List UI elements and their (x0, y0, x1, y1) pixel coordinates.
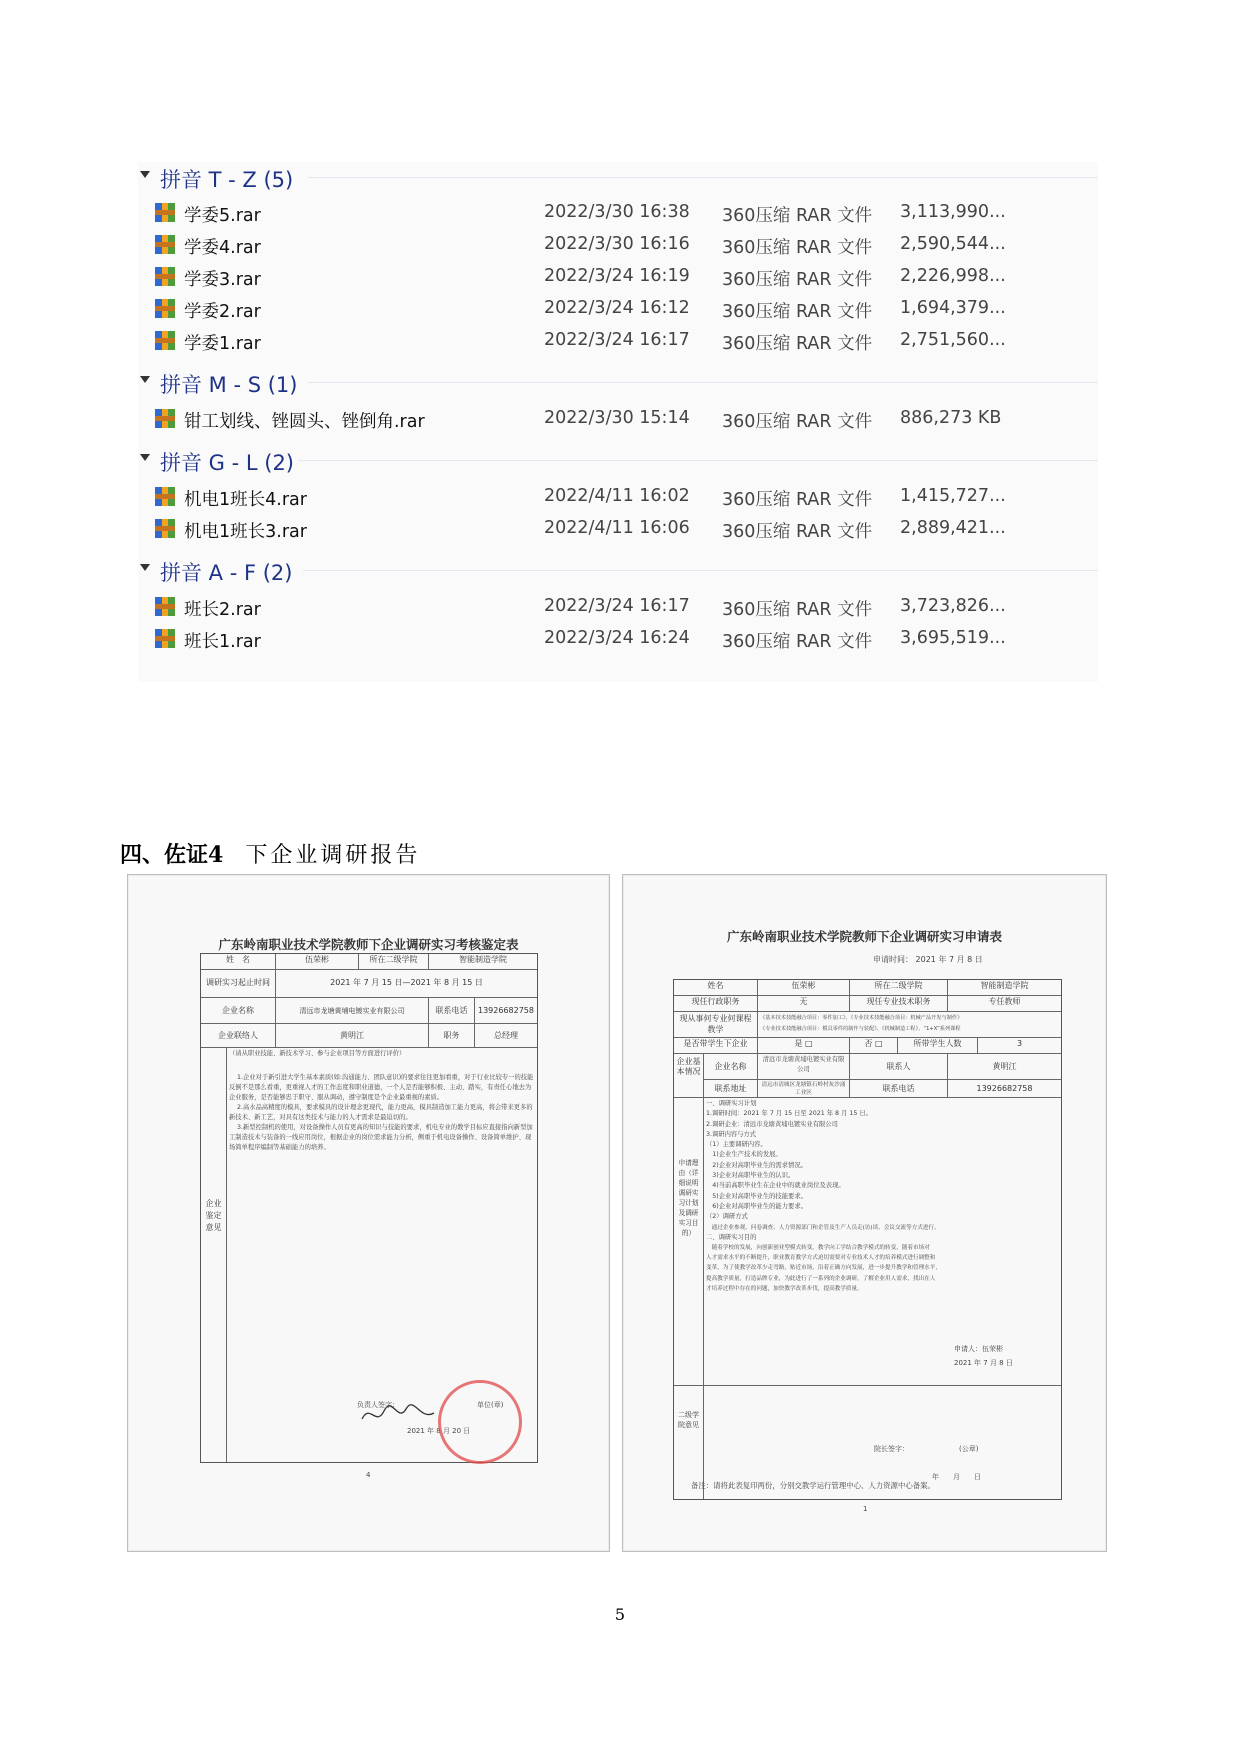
evaluation-instruction: （请从职业技能、新技术学习、参与企业项目等方面进行评价） (229, 1050, 406, 1057)
file-row[interactable] (154, 294, 1098, 324)
reason-line: 1)企业生产技术的发展。 (706, 1151, 782, 1159)
file-name: 机电1班长4.rar (184, 490, 307, 510)
group-header-a-f[interactable] (138, 555, 1098, 585)
student-count-value: 3 (978, 1038, 1061, 1054)
file-type: 360压缩 RAR 文件 (722, 522, 873, 542)
period-value: 2021 年 7 月 15 日—2021 年 8 月 15 日 (276, 970, 537, 998)
rar-archive-icon (154, 596, 176, 617)
scanned-application-form (622, 874, 1107, 1552)
reason-line: 随着学校的发展，向创新创业型模式转变，教学向工学结合教学模式的转变，随着市场对 (706, 1244, 930, 1251)
student-count-label: 所带学生人数 (898, 1038, 978, 1054)
file-row[interactable] (154, 326, 1098, 356)
courses-line: 《基本技术技能融合项目：零件加工》、《专业技术技能融合项目：机械产品开发与制作》 (760, 1015, 963, 1021)
reason-line: 6)企业对高职毕业生的能力要求。 (706, 1202, 807, 1210)
file-date: 2022/4/11 16:06 (544, 518, 690, 538)
page-number: 5 (614, 1605, 626, 1624)
file-type: 360压缩 RAR 文件 (722, 600, 873, 620)
phone-value: 13926682758 (475, 998, 537, 1024)
dean-date: 年 月 日 (932, 1473, 981, 1481)
reason-line: 提高教学质量，打造品牌专业，为此进行了一系列的企业调研，了解企业用人需求，找出在人 (706, 1275, 936, 1282)
rar-archive-icon (154, 202, 176, 223)
company-address-label: 联系地址 (704, 1080, 758, 1098)
college-opinion-label: 二级学院意见 (674, 1386, 704, 1499)
applicant-signature: 申请人：伍荣彬 (954, 1345, 1003, 1353)
reason-line: 2)企业对高职毕业生的需求情况。 (706, 1161, 807, 1169)
position-value: 总经理 (475, 1024, 537, 1048)
company-phone-label: 联系电话 (850, 1080, 948, 1098)
file-name: 学委1.rar (184, 334, 261, 354)
group-title: 拼音 G - L (2) (160, 451, 294, 475)
contact-label: 企业联络人 (201, 1024, 276, 1048)
file-row[interactable] (154, 624, 1098, 654)
file-name: 钳工划线、锉圆头、锉倒角.rar (184, 412, 425, 432)
college-value: 智能制造学院 (429, 954, 537, 970)
file-date: 2022/3/24 16:12 (544, 298, 690, 318)
file-name: 机电1班长3.rar (184, 522, 307, 542)
bring-students-label: 是否带学生下企业 (674, 1038, 758, 1054)
rar-archive-icon (154, 298, 176, 319)
file-date: 2022/3/24 16:17 (544, 330, 690, 350)
name-label: 姓 名 (201, 954, 276, 970)
file-date: 2022/3/30 15:14 (544, 408, 690, 428)
file-date: 2022/3/24 16:24 (544, 628, 690, 648)
file-row[interactable] (154, 482, 1098, 512)
admin-duty-label: 现任行政职务 (674, 996, 758, 1012)
file-name: 班长2.rar (184, 600, 261, 620)
phone-label: 联系电话 (429, 998, 475, 1024)
file-date: 2022/3/24 16:17 (544, 596, 690, 616)
section-heading (120, 838, 420, 869)
scan-page-number: 1 (863, 1505, 868, 1513)
collapse-triangle-icon[interactable] (140, 171, 150, 178)
collapse-triangle-icon[interactable] (140, 564, 150, 571)
opinion-paragraph: 2.高水品高精度的模具，要求模具的设计理念更现代，能力更高，模具制造加工能力更高，将会带来更多的新技术、新工艺，对具有这类技术与能力的人才需求是最迫切的。 (229, 1104, 533, 1122)
official-seal-label: (公章) (959, 1445, 979, 1453)
file-row[interactable] (154, 404, 1098, 434)
rar-archive-icon (154, 486, 176, 507)
rar-archive-icon (154, 408, 176, 429)
reason-line: 一、调研实习计划 (706, 1100, 757, 1107)
college-value: 智能制造学院 (948, 980, 1061, 996)
signature-label: 负责人签字： (357, 1401, 399, 1409)
reason-line: 1.调研时间：2021 年 7 月 15 日至 2021 年 8 月 15 日。 (706, 1110, 872, 1118)
handwritten-signature (358, 1399, 438, 1429)
enterprise-opinion-label: 企业鉴定意见 (201, 1048, 227, 1462)
file-row[interactable] (154, 230, 1098, 260)
file-size: 2,751,560... (900, 330, 1006, 350)
group-header-m-s[interactable] (138, 367, 1098, 397)
applicant-date: 2021 年 7 月 8 日 (954, 1359, 1013, 1367)
company-name-value: 清远市龙塘黄埔电镀实业有限公司 (758, 1054, 850, 1080)
reason-line: 通过企业参观、问卷调查、人力资源部门和企管及生产人员走(访)谈、会议交流等方式进行。 (706, 1224, 940, 1231)
no-checkbox[interactable]: 否 □ (850, 1038, 898, 1054)
file-type: 360压缩 RAR 文件 (722, 412, 873, 432)
scan-page-number: 4 (366, 1471, 371, 1479)
reason-line: （1）主要调研内容。 (706, 1141, 767, 1149)
file-size: 2,590,544... (900, 234, 1006, 254)
file-size: 3,695,519... (900, 628, 1006, 648)
yes-checkbox[interactable]: 是 □ (758, 1038, 850, 1054)
reason-line: 才培养过程中存在的问题，加快教学改革步伐，提高教学质量。 (706, 1286, 863, 1293)
file-type: 360压缩 RAR 文件 (722, 270, 873, 290)
reason-line: 人才需求水平的不断提升，职业教育教学方式迫切需要对专业技术人才的培养模式进行调整和 (706, 1255, 936, 1262)
rar-archive-icon (154, 266, 176, 287)
file-name: 学委3.rar (184, 270, 261, 290)
group-divider (303, 570, 1098, 571)
file-size: 3,723,826... (900, 596, 1006, 616)
admin-duty-value: 无 (758, 996, 850, 1012)
dean-signature-label: 院长签字： (874, 1445, 909, 1453)
rar-archive-icon (154, 234, 176, 255)
group-divider (308, 177, 1098, 178)
form-table (673, 979, 1062, 1500)
college-label: 所在二级学院 (850, 980, 948, 996)
scanned-assessment-form (127, 874, 610, 1552)
name-value: 伍荣彬 (276, 954, 359, 970)
section-subtitle: 下企业调研报告 (245, 843, 421, 868)
reason-line: 二、调研实习目的 (706, 1233, 757, 1241)
group-divider (298, 460, 1098, 461)
form-title: 广东岭南职业技术学院教师下企业调研实习申请表 (726, 929, 1002, 944)
group-title: 拼音 T - Z (5) (160, 168, 294, 192)
period-label: 调研实习起止时间 (201, 970, 276, 998)
file-size: 3,113,990... (900, 202, 1006, 222)
file-name: 班长1.rar (184, 632, 261, 652)
file-name: 学委2.rar (184, 302, 261, 322)
opinion-paragraph: 3.新型控制机的使用，对设备操作人员有更高的知识与技能的要求，机电专业的教学目标应直接指向新型加工制造技术与装备的一线应用岗位，根据企业的岗位需求能力分析，侧重于机电设备操作、设备简单维护、现场简单程序编制等基础能力的培养。 (229, 1124, 533, 1152)
file-date: 2022/3/30 16:16 (544, 234, 690, 254)
reason-line: 3.调研内容与方式 (706, 1130, 757, 1138)
courses-line: 《专业技术技能融合项目：模具零件的制作与装配》、《机械制造工程》、“1+X”系列课程 (760, 1026, 961, 1032)
file-date: 2022/3/30 16:38 (544, 202, 690, 222)
company-address-value: 清远市清城区龙塘镇石岭村灰沙涌工业区 (758, 1080, 850, 1098)
reason-line: （2）调研方式 (706, 1213, 748, 1221)
file-size: 1,694,379... (900, 298, 1006, 318)
company-name-label: 企业名称 (704, 1054, 758, 1080)
company-phone-value: 13926682758 (948, 1080, 1061, 1098)
reason-line: 2.调研企业：清远市龙塘黄埔电镀实业有限公司 (706, 1120, 838, 1128)
group-header-g-l[interactable] (138, 445, 1098, 475)
company-seal-stamp (438, 1380, 522, 1464)
assessment-date: 2021 年 8 月 20 日 (407, 1427, 471, 1435)
file-type: 360压缩 RAR 文件 (722, 238, 873, 258)
group-title: 拼音 M - S (1) (160, 373, 298, 397)
collapse-triangle-icon[interactable] (140, 454, 150, 461)
file-type: 360压缩 RAR 文件 (722, 632, 873, 652)
company-value: 清远市龙塘黄埔电镀实业有限公司 (276, 998, 429, 1024)
tech-duty-label: 现任专业技术职务 (850, 996, 948, 1012)
file-type: 360压缩 RAR 文件 (722, 302, 873, 322)
file-type: 360压缩 RAR 文件 (722, 490, 873, 510)
file-row[interactable] (154, 198, 1098, 228)
reason-line: 3)企业对高职毕业生的认识。 (706, 1172, 795, 1180)
group-title: 拼音 A - F (2) (160, 561, 293, 585)
form-title: 广东岭南职业技术学院教师下企业调研实习考核鉴定表 (218, 937, 519, 952)
courses-label: 现从事何专业何课程教学 (674, 1012, 758, 1038)
file-size: 886,273 KB (900, 408, 1002, 428)
college-label: 所在二级学院 (359, 954, 429, 970)
rar-archive-icon (154, 628, 176, 649)
file-type: 360压缩 RAR 文件 (722, 334, 873, 354)
company-info-label: 企业基本情况 (674, 1054, 704, 1098)
file-row[interactable] (154, 262, 1098, 292)
file-date: 2022/4/11 16:02 (544, 486, 690, 506)
contact-value: 黄明江 (276, 1024, 429, 1048)
name-value: 伍荣彬 (758, 980, 850, 996)
application-date: 申请时间： 2021 年 7 月 8 日 (873, 955, 983, 964)
file-size: 2,226,998... (900, 266, 1006, 286)
application-reason-label: 申请理由（详细说明调研实习计划及调研实习目的） (674, 1098, 704, 1386)
company-label: 企业名称 (201, 998, 276, 1024)
file-name: 学委4.rar (184, 238, 261, 258)
tech-duty-value: 专任教师 (948, 996, 1061, 1012)
seal-label: 单位(章) (477, 1401, 504, 1409)
rar-archive-icon (154, 330, 176, 351)
file-size: 2,889,421... (900, 518, 1006, 538)
group-header-t-z[interactable] (138, 162, 1098, 192)
application-reason-body (704, 1098, 1061, 1386)
reason-line: 4)当前高职毕业生在企业中的就业岗位及表现。 (706, 1182, 845, 1190)
file-row[interactable] (154, 514, 1098, 544)
file-size: 1,415,727... (900, 486, 1006, 506)
form-note: 备注：请将此表复印两份，分别交教学运行管理中心、人力资源中心备案。 (691, 1481, 935, 1490)
position-label: 职务 (429, 1024, 475, 1048)
reason-line: 5)企业对高职毕业生的技能要求。 (706, 1192, 807, 1200)
file-date: 2022/3/24 16:19 (544, 266, 690, 286)
group-divider (308, 382, 1098, 383)
courses-value (758, 1012, 1061, 1038)
section-title: 四、佐证4 (120, 842, 224, 868)
file-name: 学委5.rar (184, 206, 261, 226)
file-type: 360压缩 RAR 文件 (722, 206, 873, 226)
rar-archive-icon (154, 518, 176, 539)
collapse-triangle-icon[interactable] (140, 376, 150, 383)
opinion-paragraph: 1.企业对于新引进大学生基本素质(如:沟通能力、团队意识)的要求往往更加看重，对于行业比较专一的技能反倒不是那么看重，更重视人才的工作态度和职业道德，一个人是否能够积极、主动、踏实，有责任心地去为企业服务，是否能够忠于职守、服从调动，遵守制度是个企业最重视的素质。 (229, 1074, 534, 1102)
name-label: 姓名 (674, 980, 758, 996)
company-contact-label: 联系人 (850, 1054, 948, 1080)
reason-line: 变革，为了使教学改革少走弯路，贴近市场，沿着正确方向发展，进一步提升教学和管理水平， (706, 1265, 941, 1272)
company-contact-value: 黄明江 (948, 1054, 1061, 1080)
file-row[interactable] (154, 592, 1098, 622)
file-explorer-list (138, 162, 1098, 682)
